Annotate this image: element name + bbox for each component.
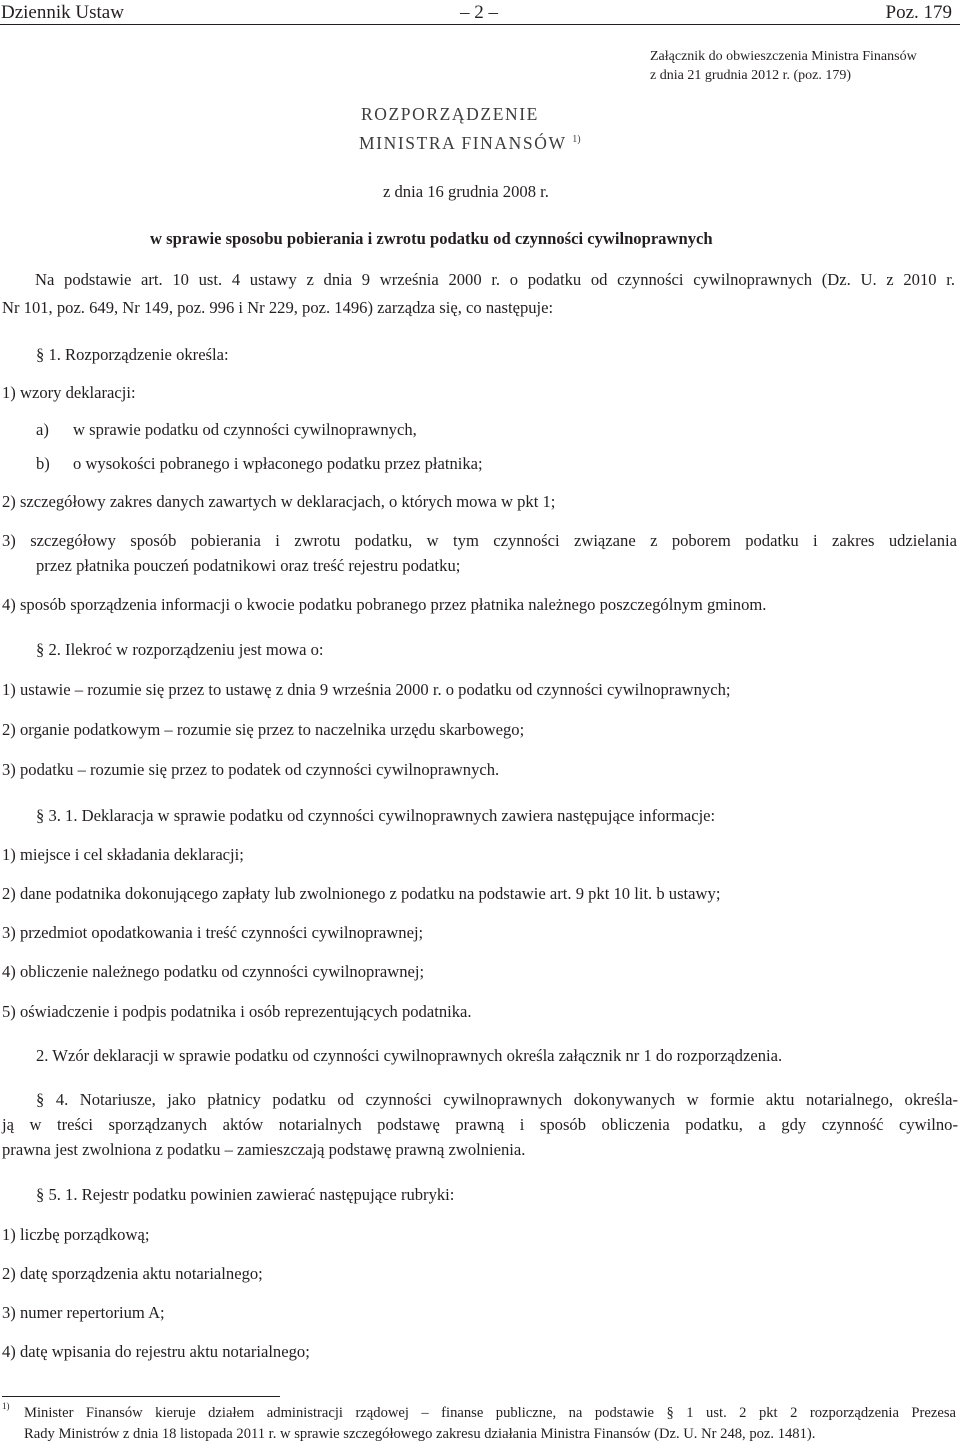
annex-line-2: z dnia 21 grudnia 2012 r. (poz. 179) [650,68,852,83]
annex-note [650,47,954,85]
par2-intro: § 2. Ilekroć w rozporządzeniu jest mowa o: [36,640,324,659]
par4-line-2: ją w treści sporządzanych aktów notarialnych podstawę prawną i sposób obliczenia podatku, a gdy czynność cywilno- [2,1115,958,1134]
footnote-line-1: Minister Finansów kieruje działem administracji rządowej – finanse publiczne, na podstawie § 1 ust. 2 pkt 2 rozporządzenia Prezesa [24,1405,956,1421]
par2-point-2: 2) organie podatkowym – rozumie się przez to naczelnika urzędu skarbowego; [2,720,525,739]
act-date: z dnia 16 grudnia 2008 r. [383,182,549,201]
par1-intro: § 1. Rozporządzenie określa: [36,345,229,364]
header-rule [0,24,960,25]
par4-line-3: prawna jest zwolniona z podatku – zamieszczają podstawę prawną zwolnienia. [2,1140,526,1159]
par3-point-5: 5) oświadczenie i podpis podatnika i osób reprezentujących podatnika. [2,1002,472,1021]
act-type-title: ROZPORZĄDZENIE [361,104,539,124]
par1-point-3-line-1: 3) szczegółowy sposób pobierania i zwrotu podatku, w tym czynności związane z poborem podatku i zakres udzielania [2,531,957,550]
par5-point-3: 3) numer repertorium A; [2,1303,165,1322]
page-number: – 2 – [460,2,498,23]
par5-point-1: 1) liczbę porządkową; [2,1225,150,1244]
par5-intro: § 5. 1. Rejestr podatku powinien zawierać następujące rubryki: [36,1185,455,1204]
act-subject: w sprawie sposobu pobierania i zwrotu podatku od czynności cywilnoprawnych [150,229,713,248]
par3-point-4: 4) obliczenie należnego podatku od czynności cywilnoprawnej; [2,962,425,981]
issuer-name: MINISTRA FINANSÓW [359,133,567,153]
par3-point-3: 3) przedmiot opodatkowania i treść czynności cywilnoprawnej; [2,923,424,942]
par3-point-2: 2) dane podatnika dokonującego zapłaty lub zwolnionego z podatku na podstawie art. 9 pkt 10 lit. b ustawy; [2,884,721,903]
issuer-title [359,133,581,154]
preamble-line-2: Nr 101, poz. 649, Nr 149, poz. 996 i Nr 229, poz. 1496) zarządza się, co następuje: [2,298,554,317]
par1-point-2: 2) szczegółowy zakres danych zawartych w deklaracjach, o których mowa w pkt 1; [2,492,556,511]
par2-point-1: 1) ustawie – rozumie się przez to ustawę z dnia 9 września 2000 r. o podatku od czynności cywilnoprawnych; [2,680,731,699]
par2-point-3: 3) podatku – rozumie się przez to podatek od czynności cywilnoprawnych. [2,760,500,779]
par4-line-1: § 4. Notariusze, jako płatnicy podatku od czynności cywilnoprawnych dokonywanych w formie aktu notarialnego, określa- [36,1090,958,1109]
par5-point-4: 4) datę wpisania do rejestru aktu notarialnego; [2,1342,310,1361]
footnote-line-2: Rady Ministrów z dnia 18 listopada 2011 r. w sprawie szczegółowego zakresu działania Ministra Finansów (Dz. U. Nr 248, poz. 1481). [24,1426,816,1442]
par1-point-1a-mark: a) [36,420,49,439]
par3-section-2: 2. Wzór deklaracji w sprawie podatku od czynności cywilnoprawnych określa załącznik nr 1 do rozporządzenia. [36,1046,783,1065]
par1-point-4: 4) sposób sporządzenia informacji o kwocie podatku pobranego przez płatnika należnego poszczególnym gminom. [2,595,767,614]
par5-point-2: 2) datę sporządzenia aktu notarialnego; [2,1264,263,1283]
par1-point-1: 1) wzory deklaracji: [2,383,136,402]
par3-intro: § 3. 1. Deklaracja w sprawie podatku od czynności cywilnoprawnych zawiera następujące informacje: [36,806,716,825]
par1-point-1b-mark: b) [36,454,50,473]
annex-line-1: Załącznik do obwieszczenia Ministra Finansów [650,49,917,64]
par3-point-1: 1) miejsce i cel składania deklaracji; [2,845,244,864]
footnote-ref: 1) [572,134,581,146]
journal-name: Dziennik Ustaw [1,2,124,23]
par1-point-1a: w sprawie podatku od czynności cywilnoprawnych, [73,420,417,439]
par1-point-1b: o wysokości pobranego i wpłaconego podatku przez płatnika; [73,454,483,473]
position-number: Poz. 179 [885,2,952,23]
preamble-line-1: Na podstawie art. 10 ust. 4 ustawy z dnia 9 września 2000 r. o podatku od czynności cywilnoprawnych (Dz. U. z 2010 r. [35,270,955,289]
footnote-rule [2,1396,280,1397]
par1-point-3-line-2: przez płatnika pouczeń podatnikowi oraz treść rejestru podatku; [36,556,461,575]
footnote-mark: 1) [2,1401,10,1411]
